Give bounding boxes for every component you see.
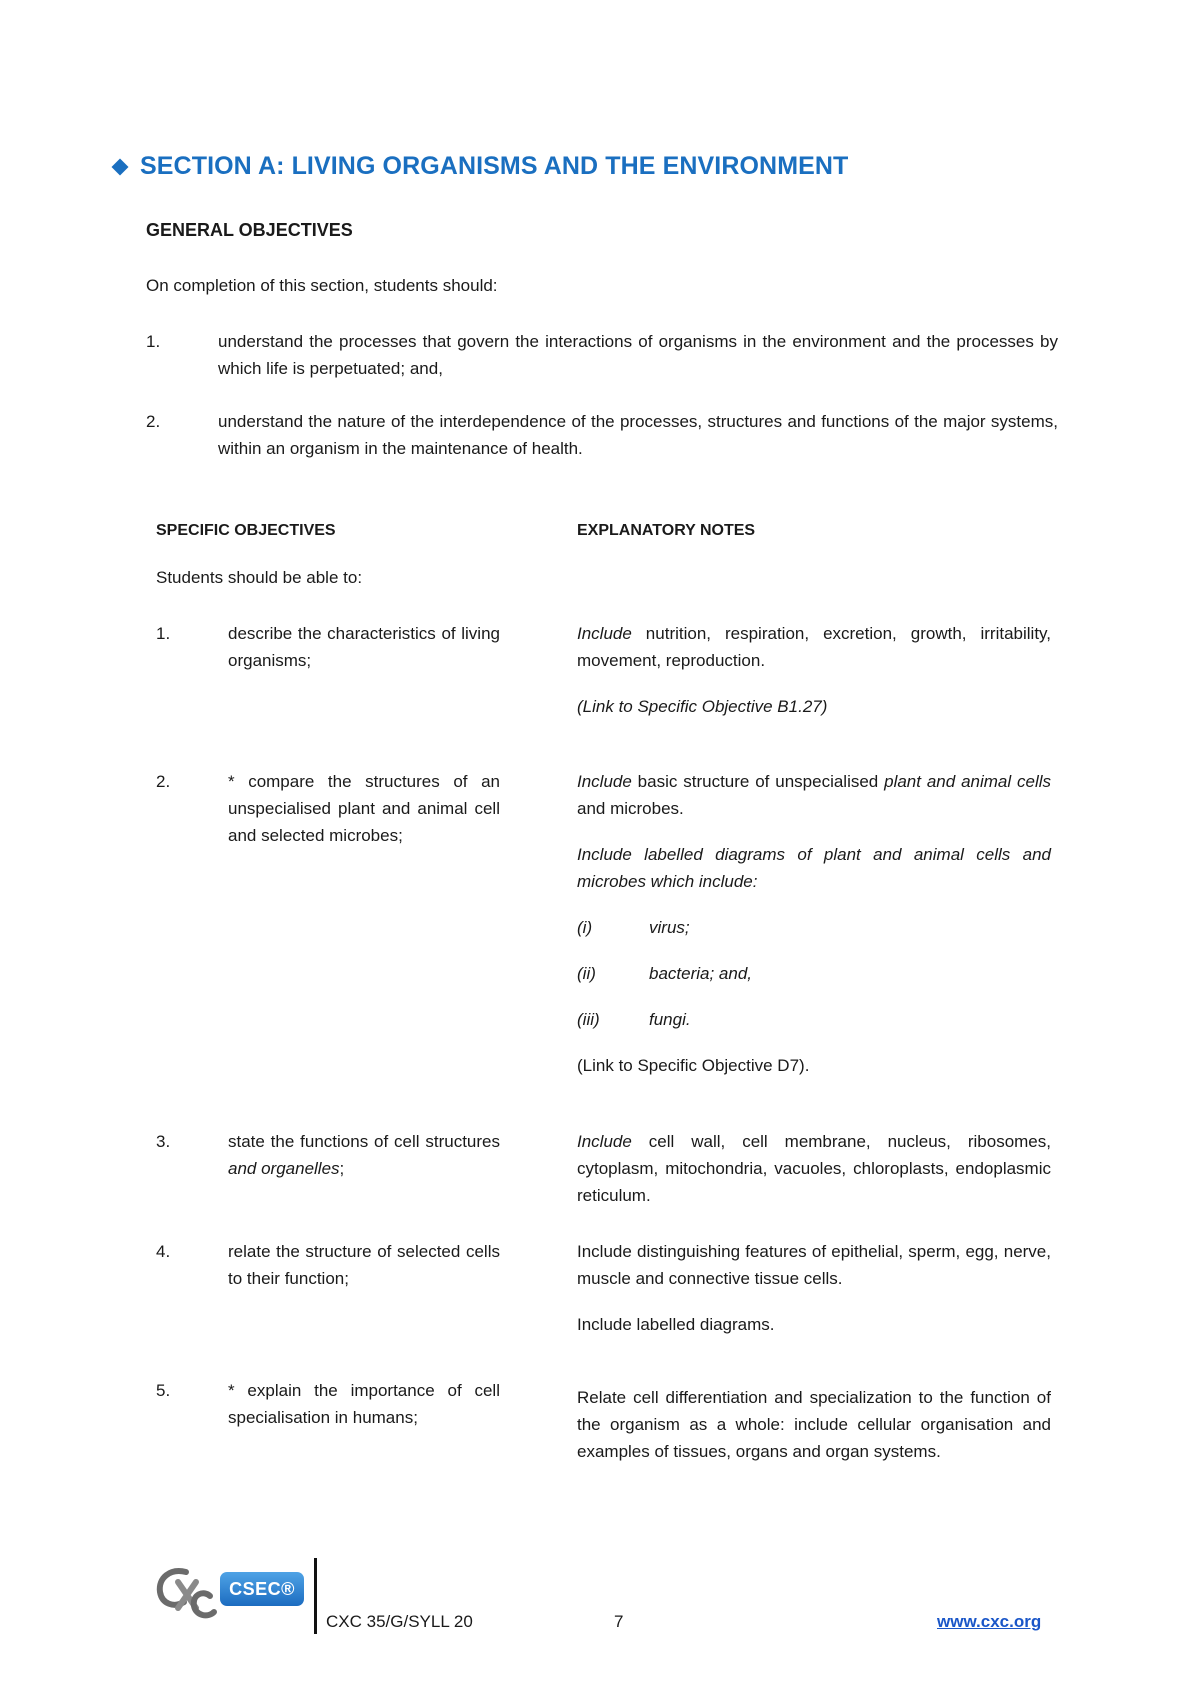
general-intro: On completion of this section, students should: xyxy=(146,276,498,295)
document-code: CXC 35/G/SYLL 20 xyxy=(326,1612,473,1631)
objective-text: describe the characteristics of living organisms; xyxy=(228,624,500,670)
objective-number: 1. xyxy=(156,624,171,643)
explanatory-note xyxy=(577,1238,1051,1357)
cxc-logo-icon xyxy=(152,1562,218,1622)
cxc-csec-logo xyxy=(152,1562,307,1622)
page-number: 7 xyxy=(614,1612,624,1631)
note-paragraph: Include cell wall, cell membrane, nucleus, ribosomes, cytoplasm, mitochondria, vacuoles, chloroplasts, endoplasmic reticulum. xyxy=(577,1132,1051,1205)
general-objective-item xyxy=(146,328,1058,382)
explanatory-note xyxy=(577,1384,1051,1484)
note-link: (Link to Specific Objective B1.27) xyxy=(577,697,828,716)
note-paragraph: Include basic structure of unspecialised plant and animal cells and microbes. xyxy=(577,772,1052,818)
explanatory-notes-heading: EXPLANATORY NOTES xyxy=(577,522,756,539)
objective-number: 2. xyxy=(156,772,171,791)
item-number: 2. xyxy=(146,412,161,431)
note-paragraph: Include labelled diagrams. xyxy=(577,1315,775,1334)
csec-badge: CSEC® xyxy=(220,1572,304,1606)
objective-text: relate the structure of selected cells to their function; xyxy=(228,1242,500,1288)
sub-list-item: (i) virus; xyxy=(577,918,690,937)
note-paragraph: Include distinguishing features of epithelial, sperm, egg, nerve, muscle and connective tissue cells. xyxy=(577,1242,1051,1288)
students-intro: Students should be able to: xyxy=(156,568,363,587)
note-paragraph: Include nutrition, respiration, excretion, growth, irritability, movement, reproduction. xyxy=(577,624,1051,670)
sub-list-item: (iii) fungi. xyxy=(577,1010,691,1029)
diamond-bullet-icon xyxy=(112,158,129,175)
general-objectives-title: GENERAL OBJECTIVES xyxy=(146,220,353,240)
sub-list-item: (ii) bacteria; and, xyxy=(577,964,753,983)
objective-number: 3. xyxy=(156,1132,171,1151)
note-link: (Link to Specific Objective D7). xyxy=(577,1056,810,1075)
note-paragraph: Relate cell differentiation and specialization to the function of the organism as a whole: include cellular organisation and examples of tissues, organs and organ systems. xyxy=(577,1388,1051,1461)
general-objective-item xyxy=(146,408,1058,462)
explanatory-note xyxy=(577,620,1051,739)
item-number: 1. xyxy=(146,332,161,351)
objective-text: * explain the importance of cell specialisation in humans; xyxy=(228,1381,500,1427)
item-text: understand the processes that govern the interactions of organisms in the environment and the processes by which life is perpetuated; and, xyxy=(218,332,1058,378)
item-text: understand the nature of the interdependence of the processes, structures and functions of the major systems, within an organism in the maintenance of health. xyxy=(218,412,1058,458)
explanatory-note xyxy=(577,1128,1051,1228)
footer-divider xyxy=(314,1558,317,1634)
general-objectives-list xyxy=(146,328,1058,488)
objective-number: 4. xyxy=(156,1242,171,1261)
specific-objectives-heading: SPECIFIC OBJECTIVES xyxy=(156,522,336,539)
section-heading xyxy=(114,152,848,181)
section-title: SECTION A: LIVING ORGANISMS AND THE ENVIRONMENT xyxy=(140,152,849,180)
objective-text: state the functions of cell structures and organelles; xyxy=(228,1132,500,1178)
objective-text: * compare the structures of an unspecialised plant and animal cell and selected microbes; xyxy=(228,772,500,845)
objective-number: 5. xyxy=(156,1381,171,1400)
note-paragraph: Include labelled diagrams of plant and animal cells and microbes which include: xyxy=(577,845,1051,891)
website-link[interactable]: www.cxc.org xyxy=(937,1612,1042,1631)
explanatory-note xyxy=(577,768,1051,1098)
